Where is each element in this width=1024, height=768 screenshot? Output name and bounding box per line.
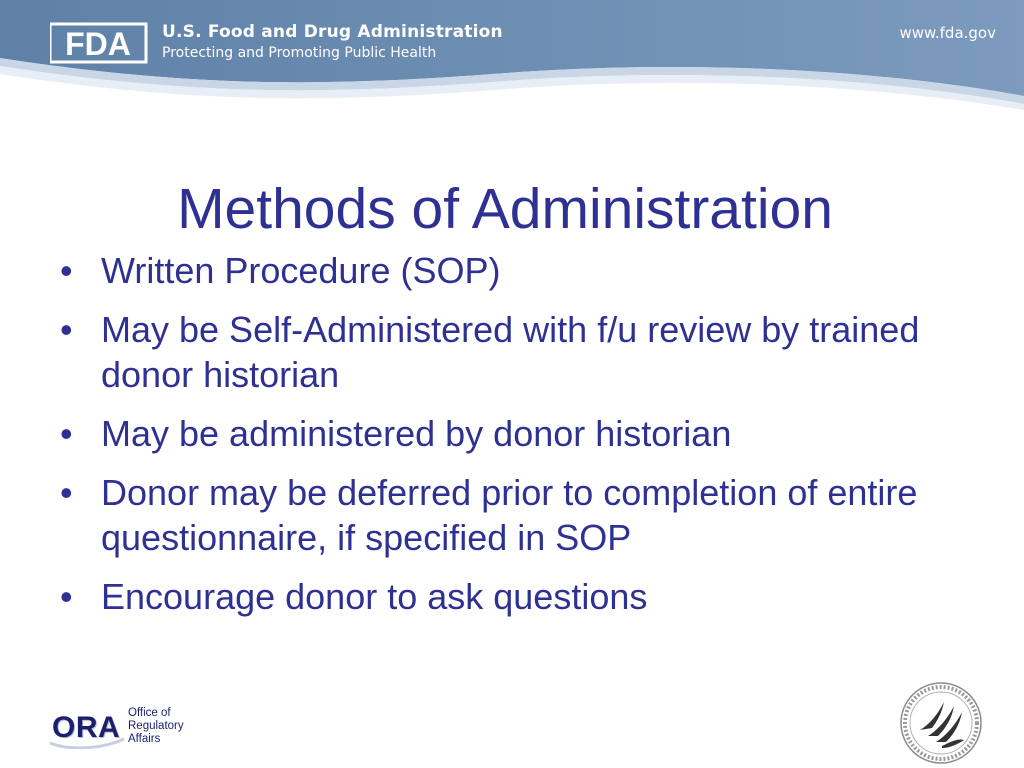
header-banner: [0, 0, 1024, 120]
ora-mark: ORA: [52, 711, 121, 744]
site-url[interactable]: www.fda.gov: [899, 24, 996, 42]
bullet-item: [58, 307, 978, 397]
bullet-item: [58, 248, 978, 293]
svg-text:FDA: FDA: [65, 26, 131, 62]
hhs-eagle-seal-icon: [898, 680, 984, 766]
ora-line: Regulatory: [128, 720, 184, 732]
bullet-dot-icon: •: [60, 576, 73, 617]
bullet-item: [58, 574, 978, 619]
agency-name: U.S. Food and Drug Administration: [162, 22, 503, 42]
ora-line: Affairs: [128, 733, 161, 745]
bullet-text: Written Procedure (SOP): [101, 250, 501, 291]
bullet-text: May be Self-Administered with f/u review by trained donor historian: [101, 309, 920, 395]
fda-logo: [50, 22, 150, 64]
bullet-dot-icon: •: [60, 472, 73, 513]
ora-office-text: [128, 707, 184, 746]
bullet-list: [58, 248, 978, 633]
ora-logo: [46, 703, 206, 753]
agency-tagline: Protecting and Promoting Public Health: [162, 45, 437, 61]
bullet-text: May be administered by donor historian: [101, 413, 732, 454]
bullet-item: [58, 470, 978, 560]
bullet-text: Encourage donor to ask questions: [101, 576, 648, 617]
bullet-text: Donor may be deferred prior to completion of entire questionnaire, if specified in SOP: [101, 472, 918, 558]
ora-line: Office of: [128, 707, 171, 719]
bullet-dot-icon: •: [60, 413, 73, 454]
bullet-item: [58, 411, 978, 456]
bullet-dot-icon: •: [60, 309, 73, 350]
bullet-dot-icon: •: [60, 250, 73, 291]
slide-title: Methods of Administration: [177, 177, 833, 242]
